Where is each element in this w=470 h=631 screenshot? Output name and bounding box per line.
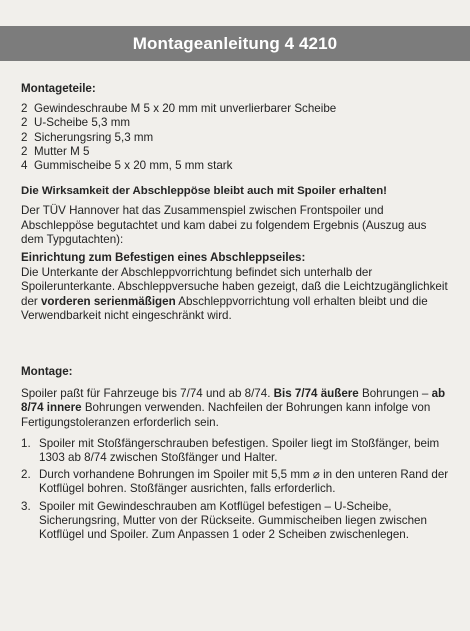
parts-item bbox=[21, 159, 451, 173]
montage-step bbox=[21, 468, 451, 496]
montage-step-number: 3. bbox=[21, 499, 31, 513]
montage-intro-part: Bohrungen verwenden. Nachfeilen der Bohrungen kann infolge von Fertigungstoleranzen erforderlich sein. bbox=[21, 401, 431, 429]
parts-item bbox=[21, 131, 451, 145]
parts-item-qty: 4 bbox=[21, 159, 28, 173]
parts-item-qty: 2 bbox=[21, 144, 28, 158]
montage-heading: Montage: bbox=[21, 365, 73, 379]
parts-item bbox=[21, 102, 451, 116]
document-body bbox=[21, 82, 451, 542]
title-bar bbox=[0, 26, 470, 61]
montage-intro-part: Spoiler paßt für Fahrzeuge bis 7/74 und ab 8/74. bbox=[21, 387, 274, 401]
tuev-text-part: Die Unterkante der Abschleppvorrichtung befindet sich unterhalb der Spoilerunterkante. Abschleppversuche haben gezeigt, daß die Leichtzugänglichkeit der bbox=[21, 266, 448, 308]
montage-intro-bold: ab 8/74 innere bbox=[21, 387, 446, 415]
tuev-text-part: Abschleppvorrichtung voll erhalten bleibt und die Verwendbarkeit nicht eingeschränkt wird. bbox=[21, 294, 428, 322]
parts-list bbox=[21, 102, 451, 173]
montage-intro-part: Bohrungen – bbox=[358, 387, 432, 401]
parts-item-text: U-Scheibe 5,3 mm bbox=[34, 116, 131, 130]
montage-intro-bold: Bis 7/74 äußere bbox=[273, 387, 359, 401]
parts-item-text: Sicherungsring 5,3 mm bbox=[34, 130, 154, 144]
towing-eye-notice: Die Wirksamkeit der Abschleppöse bleibt auch mit Spoiler erhalten! bbox=[21, 185, 387, 198]
parts-item bbox=[21, 116, 451, 130]
montage-step-text: Spoiler mit Stoßfängerschrauben befestigen. Spoiler liegt im Stoßfänger, beim 1303 ab 8/74 zwischen Stoßfänger und Halter. bbox=[39, 436, 440, 465]
montage-step bbox=[21, 437, 451, 465]
parts-item-text: Mutter M 5 bbox=[34, 144, 90, 158]
parts-item-text: Gummischeibe 5 x 20 mm, 5 mm stark bbox=[34, 159, 233, 173]
montage-step-number: 1. bbox=[21, 436, 31, 450]
page-title: Montageanleitung 4 4210 bbox=[132, 33, 338, 53]
tuev-text bbox=[21, 266, 451, 323]
tuev-intro: Der TÜV Hannover hat das Zusammenspiel zwischen Frontspoiler und Abschleppöse begutachtet und kam dabei zu folgendem Ergebnis (Auszug aus dem Typgutachten): bbox=[21, 204, 427, 246]
montage-step-text: Durch vorhandene Bohrungen im Spoiler mit 5,5 mm ⌀ in den unteren Rand der Kotflügel bohren. Stoßfänger ausrichten, falls erforderlich. bbox=[39, 468, 449, 496]
parts-heading: Montageteile: bbox=[21, 82, 96, 95]
parts-item-qty: 2 bbox=[21, 116, 28, 130]
montage-step-number: 2. bbox=[21, 468, 31, 482]
parts-item-qty: 2 bbox=[21, 130, 28, 144]
montage-step-text: Spoiler mit Gewindeschrauben am Kotflügel befestigen – U-Scheibe, Sicherungsring, Mutter von der Rückseite. Gummischeiben liegen zwischen Kotflügel und Spoiler. Zum Anpassen 1 oder 2 Scheiben zwischenlegen. bbox=[39, 499, 427, 542]
tuev-text-bold: vorderen serienmäßigen bbox=[40, 294, 176, 308]
tuev-heading: Einrichtung zum Befestigen eines Abschleppseiles: bbox=[21, 251, 306, 265]
montage-step bbox=[21, 500, 451, 543]
parts-item-text: Gewindeschraube M 5 x 20 mm mit unverlierbarer Scheibe bbox=[34, 102, 337, 116]
montage-intro bbox=[21, 387, 451, 430]
parts-item bbox=[21, 145, 451, 159]
parts-item-qty: 2 bbox=[21, 102, 28, 116]
